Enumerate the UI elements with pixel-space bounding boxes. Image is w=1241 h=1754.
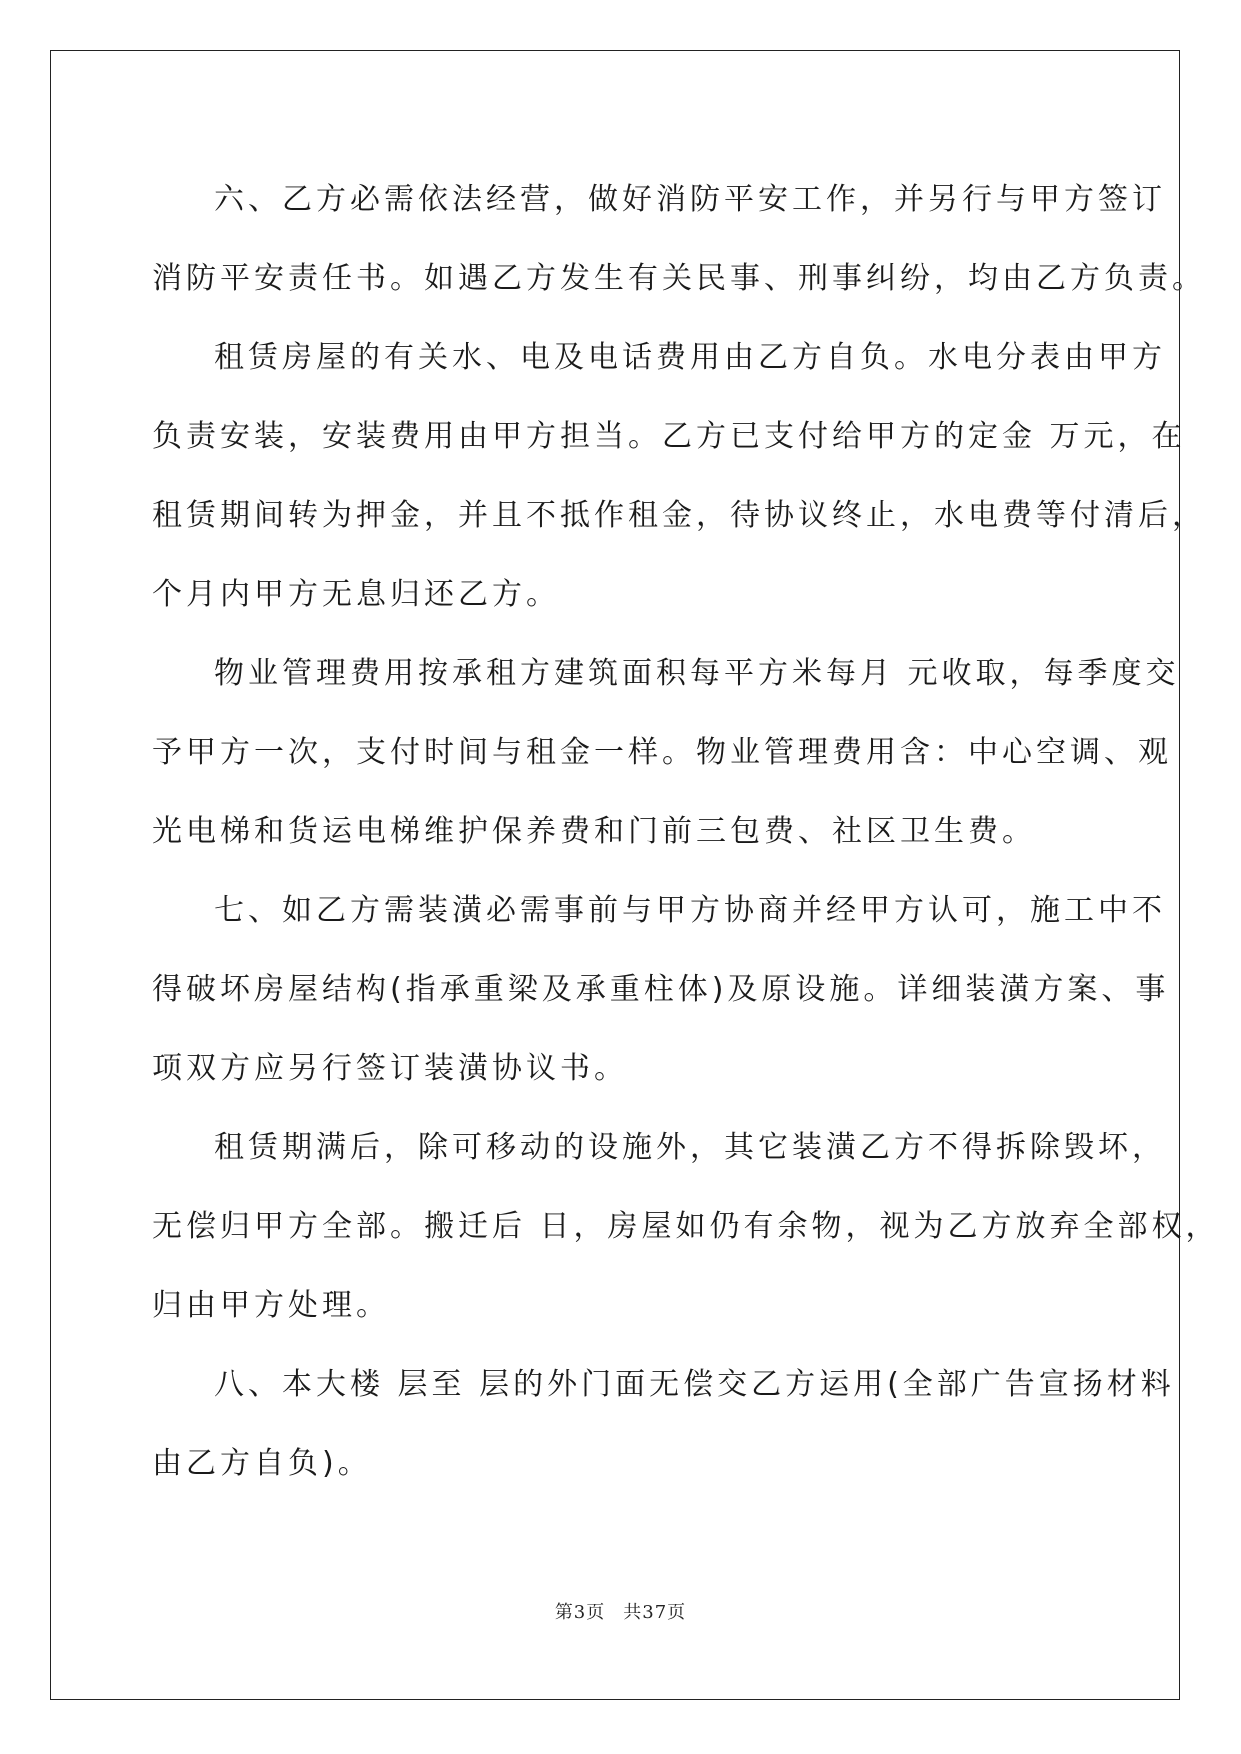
paragraph-utilities [152, 318, 1206, 634]
paragraph-line: 七、如乙方需装潢必需事前与甲方协商并经甲方认可，施工中不 [214, 893, 1166, 928]
paragraph-line: 租赁期间转为押金，并且不抵作租金，待协议终止，水电费等付清后， [152, 498, 1206, 533]
paragraph-line: 归由甲方处理。 [152, 1288, 390, 1323]
paragraph-lease-end [152, 1108, 1220, 1345]
paragraph-line: 予甲方一次，支付时间与租金一样。物业管理费用含：中心空调、观 [152, 735, 1172, 770]
paragraph-line: 个月内甲方无息归还乙方。 [152, 577, 560, 612]
paragraph-line: 消防平安责任书。如遇乙方发生有关民事、刑事纠纷，均由乙方负责。 [152, 261, 1206, 296]
paragraph-line: 物业管理费用按承租方建筑面积每平方米每月 元收取，每季度交 [214, 656, 1180, 691]
paragraph-line: 负责安装，安装费用由甲方担当。乙方已支付给甲方的定金 万元，在 [152, 419, 1186, 454]
paragraph-line: 由乙方自负)。 [152, 1446, 372, 1481]
page-footer [0, 1598, 1241, 1624]
paragraph-line: 项双方应另行签订装潢协议书。 [152, 1051, 628, 1086]
paragraph-clause-8 [152, 1345, 1175, 1503]
page-total: 共37页 [623, 1602, 687, 1623]
paragraph-line: 租赁房屋的有关水、电及电话费用由乙方自负。水电分表由甲方 [214, 340, 1166, 375]
paragraph-line: 光电梯和货运电梯维护保养费和门前三包费、社区卫生费。 [152, 814, 1036, 849]
paragraph-line: 得破坏房屋结构(指承重梁及承重柱体)及原设施。详细装潢方案、事 [152, 972, 1170, 1007]
document-body [152, 160, 1220, 1503]
paragraph-line: 六、乙方必需依法经营，做好消防平安工作，并另行与甲方签订 [214, 182, 1166, 217]
paragraph-clause-6 [152, 160, 1206, 318]
paragraph-clause-7 [152, 871, 1170, 1108]
paragraph-line: 无偿归甲方全部。搬迁后 日，房屋如仍有余物，视为乙方放弃全部权， [152, 1209, 1220, 1244]
paragraph-line: 租赁期满后，除可移动的设施外，其它装潢乙方不得拆除毁坏， [214, 1130, 1166, 1165]
page-number: 第3页 [554, 1602, 606, 1623]
paragraph-property-fee [152, 634, 1180, 871]
paragraph-line: 八、本大楼 层至 层的外门面无偿交乙方运用(全部广告宣扬材料 [214, 1367, 1175, 1402]
